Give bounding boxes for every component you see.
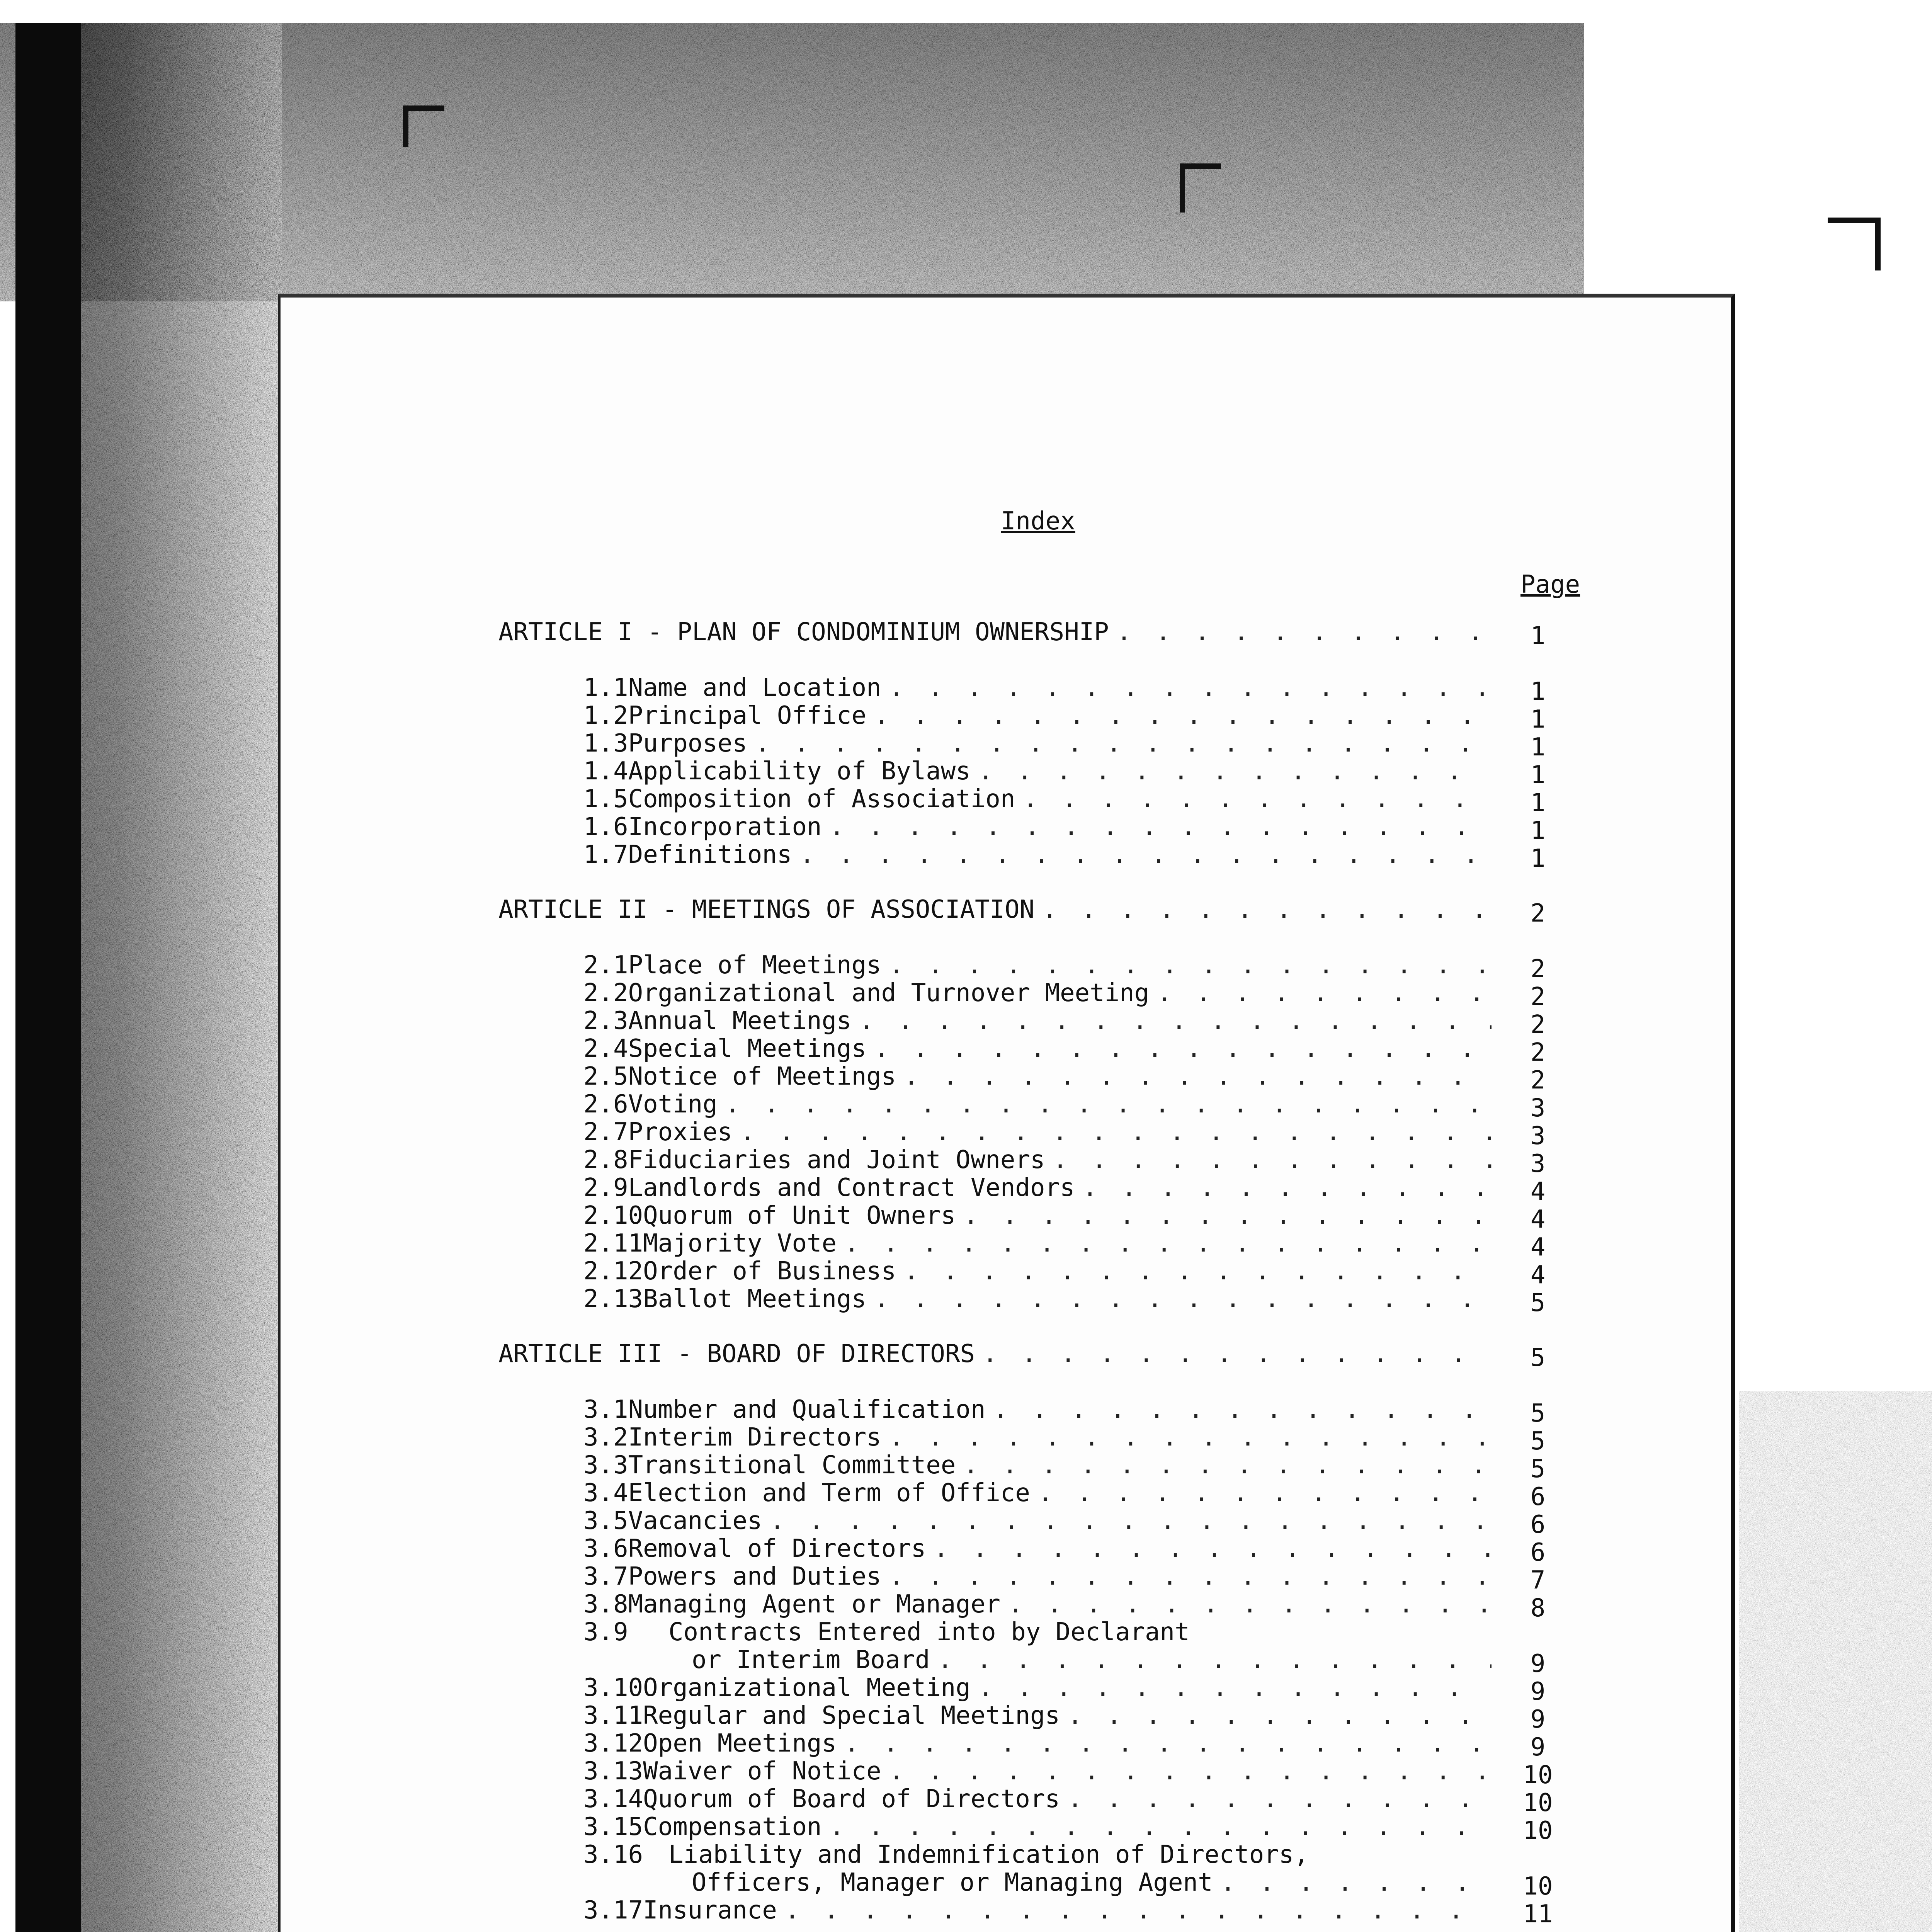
section-number: 3.5 <box>583 1507 628 1535</box>
dot-leader <box>889 1757 1492 1785</box>
section-number: 1.1 <box>583 673 628 702</box>
section-title: Place of Meetings <box>628 951 881 980</box>
section-title: Proxies <box>628 1118 733 1146</box>
toc-section-entry <box>583 1063 1499 1090</box>
section-number: 2.5 <box>583 1062 628 1091</box>
section-title: Number and Qualification <box>628 1395 986 1424</box>
section-title: Quorum of Unit Owners <box>643 1201 956 1230</box>
dot-leader <box>859 1007 1492 1035</box>
article-title: ARTICLE III - BOARD OF DIRECTORS <box>498 1340 975 1368</box>
page-number: 9 <box>1530 1705 1546 1734</box>
page-number: 4 <box>1530 1205 1546 1234</box>
section-number: 2.10 <box>583 1201 643 1230</box>
page-number: 9 <box>1530 1650 1546 1678</box>
section-title: Voting <box>628 1090 718 1119</box>
page-number: 3 <box>1530 1150 1546 1178</box>
toc-section-entry <box>583 1090 1499 1118</box>
article-title: ARTICLE II - MEETINGS OF ASSOCIATION <box>498 895 1035 924</box>
section-number: 3.14 <box>583 1785 643 1813</box>
page-number: 11 <box>1523 1900 1553 1929</box>
dot-leader <box>1068 1702 1492 1730</box>
section-title: Incorporation <box>628 813 822 841</box>
page-number: 3 <box>1530 1094 1546 1122</box>
page-number: 2 <box>1530 1066 1546 1095</box>
page-number: 5 <box>1530 1427 1546 1456</box>
section-title: Election and Term of Office <box>628 1479 1030 1507</box>
section-number: 3.10 <box>583 1673 643 1702</box>
toc-section-entry <box>583 1563 1499 1590</box>
dot-leader <box>874 1285 1492 1313</box>
page-number: 2 <box>1530 1038 1546 1067</box>
toc-section-entry <box>583 951 1499 979</box>
section-number: 3.17 <box>583 1896 643 1925</box>
dot-leader <box>844 1230 1492 1257</box>
section-number: 3.15 <box>583 1813 643 1841</box>
section-number: 3.3 <box>583 1451 628 1480</box>
page-number: 5 <box>1530 1289 1546 1317</box>
section-title: Liability and Indemnification of Directors, <box>668 1840 1309 1869</box>
section-title: Name and Location <box>628 673 881 702</box>
toc-section-entry <box>583 1202 1499 1230</box>
section-number: 1.5 <box>583 785 628 813</box>
dot-leader <box>889 674 1492 702</box>
section-title-continuation <box>692 1869 1499 1896</box>
toc-article-entry <box>498 896 1499 923</box>
toc-section-entry <box>583 1230 1499 1257</box>
page-number: 9 <box>1530 1677 1546 1706</box>
dot-leader <box>770 1507 1492 1535</box>
dot-leader <box>785 1896 1492 1924</box>
toc-section-entry <box>583 1118 1499 1146</box>
page-number: 1 <box>1530 622 1546 650</box>
dot-leader <box>889 1423 1492 1451</box>
page-number: 1 <box>1530 733 1546 762</box>
dot-leader <box>963 1202 1492 1230</box>
page-number: 2 <box>1530 983 1546 1011</box>
toc-section-entry <box>583 674 1499 702</box>
dot-leader <box>755 730 1492 757</box>
page-number: 10 <box>1523 1789 1553 1817</box>
toc-section-entry <box>583 1757 1499 1785</box>
dot-leader <box>1083 1174 1492 1202</box>
section-number: 3.16 <box>583 1840 643 1869</box>
toc-section-entry <box>583 1423 1499 1451</box>
toc-section-entry <box>583 785 1499 813</box>
toc-article-entry <box>498 1340 1499 1368</box>
page-number: 8 <box>1530 1594 1546 1622</box>
section-number: 3.12 <box>583 1729 643 1758</box>
toc-section-entry <box>583 979 1499 1007</box>
toc-section-entry <box>583 1007 1499 1035</box>
dot-leader <box>1038 1479 1492 1507</box>
page-number: 5 <box>1530 1455 1546 1483</box>
section-title: Purposes <box>628 729 747 758</box>
page-number: 2 <box>1530 955 1546 983</box>
section-title-cont-text: or Interim Board <box>692 1646 930 1674</box>
section-title: Vacancies <box>628 1507 762 1535</box>
dot-leader <box>874 702 1492 730</box>
section-number: 2.6 <box>583 1090 628 1119</box>
page-column-heading: Page <box>1520 570 1580 599</box>
dot-leader <box>830 813 1492 841</box>
toc-section-entry <box>583 1702 1499 1730</box>
crop-mark-top-right <box>1824 216 1882 274</box>
section-title: Composition of Association <box>628 785 1015 813</box>
page-number: 10 <box>1523 1872 1553 1901</box>
dot-leader <box>874 1035 1492 1063</box>
page-number: 6 <box>1530 1538 1546 1567</box>
section-number: 2.9 <box>583 1173 628 1202</box>
section-number: 3.1 <box>583 1395 628 1424</box>
section-number: 1.6 <box>583 813 628 841</box>
index-title: Index <box>1001 507 1075 536</box>
dot-leader <box>934 1535 1492 1563</box>
page-number: 2 <box>1530 899 1546 928</box>
section-number: 3.13 <box>583 1757 643 1786</box>
article-title: ARTICLE I - PLAN OF CONDOMINIUM OWNERSHIP <box>498 618 1109 646</box>
page-number: 1 <box>1530 844 1546 873</box>
dot-leader <box>740 1118 1492 1146</box>
dot-leader <box>889 951 1492 979</box>
section-title: Transitional Committee <box>628 1451 956 1480</box>
section-title: Landlords and Contract Vendors <box>628 1173 1075 1202</box>
toc-section-entry <box>583 1813 1499 1841</box>
section-title: Waiver of Notice <box>643 1757 881 1786</box>
page-number: 4 <box>1530 1261 1546 1289</box>
dot-leader <box>978 757 1492 785</box>
dot-leader <box>830 1813 1492 1841</box>
section-number: 2.1 <box>583 951 628 980</box>
section-title: Quorum of Board of Directors <box>643 1785 1060 1813</box>
section-number: 3.6 <box>583 1534 628 1563</box>
page-number: 4 <box>1530 1233 1546 1262</box>
toc-section-entry <box>583 1285 1499 1313</box>
section-number: 2.4 <box>583 1034 628 1063</box>
dot-leader <box>904 1063 1492 1090</box>
page-number: 10 <box>1523 1816 1553 1845</box>
toc-section-entry <box>583 1674 1499 1702</box>
section-title: Ballot Meetings <box>643 1285 867 1313</box>
toc-section-entry <box>583 813 1499 841</box>
section-number: 3.4 <box>583 1479 628 1507</box>
section-title: Insurance <box>643 1896 777 1925</box>
section-number: 1.4 <box>583 757 628 786</box>
toc-section-entry <box>583 1257 1499 1285</box>
toc-section-entry <box>583 1590 1499 1618</box>
crop-mark-top-center <box>1179 162 1225 216</box>
section-number: 2.8 <box>583 1146 628 1174</box>
section-number: 3.2 <box>583 1423 628 1452</box>
section-title: Fiduciaries and Joint Owners <box>628 1146 1045 1174</box>
toc-section-entry <box>583 1035 1499 1063</box>
section-title: Principal Office <box>628 701 867 730</box>
section-number: 2.3 <box>583 1007 628 1035</box>
page-number: 9 <box>1530 1733 1546 1762</box>
dot-leader <box>978 1674 1492 1702</box>
toc-article-entry <box>498 618 1499 646</box>
page-number: 3 <box>1530 1122 1546 1150</box>
crop-mark-top-left <box>402 104 448 151</box>
section-number: 2.7 <box>583 1118 628 1146</box>
section-title-continuation <box>692 1646 1499 1674</box>
section-title: Powers and Duties <box>628 1562 881 1591</box>
section-title: Regular and Special Meetings <box>643 1701 1060 1730</box>
page-number: 1 <box>1530 705 1546 734</box>
toc-section-entry <box>583 841 1499 869</box>
dot-leader <box>963 1451 1492 1479</box>
page-number: 1 <box>1530 761 1546 789</box>
toc-section-entry <box>583 1479 1499 1507</box>
section-number: 1.3 <box>583 729 628 758</box>
page-number: 4 <box>1530 1177 1546 1206</box>
dot-leader <box>889 1563 1492 1590</box>
dot-leader <box>993 1396 1492 1423</box>
toc-section-entry <box>583 1896 1499 1924</box>
dot-leader <box>725 1090 1492 1118</box>
toc-section-entry <box>583 702 1499 730</box>
toc-section-entry <box>583 1146 1499 1174</box>
toc-section-entry <box>583 730 1499 757</box>
dot-leader <box>1068 1785 1492 1813</box>
toc-section-entry <box>583 1396 1499 1423</box>
page-number: 10 <box>1523 1761 1553 1789</box>
toc-section-entry <box>583 1451 1499 1479</box>
section-number: 2.12 <box>583 1257 643 1286</box>
section-number: 2.2 <box>583 979 628 1007</box>
section-title: Order of Business <box>643 1257 896 1286</box>
section-title: Majority Vote <box>643 1229 837 1258</box>
section-title: Organizational and Turnover Meeting <box>628 979 1150 1007</box>
page-number: 7 <box>1530 1566 1546 1595</box>
dot-leader <box>1053 1146 1492 1174</box>
section-title: Notice of Meetings <box>628 1062 896 1091</box>
section-number: 1.7 <box>583 840 628 869</box>
section-title: Open Meetings <box>643 1729 837 1758</box>
toc-section-entry <box>583 757 1499 785</box>
dot-leader <box>1042 896 1492 923</box>
dot-leader <box>844 1730 1492 1757</box>
dot-leader <box>904 1257 1492 1285</box>
section-title: Contracts Entered into by Declarant <box>668 1618 1190 1646</box>
toc-section-entry <box>583 1174 1499 1202</box>
section-title: Special Meetings <box>628 1034 867 1063</box>
section-number: 3.7 <box>583 1562 628 1591</box>
dot-leader <box>1023 785 1492 813</box>
section-number: 3.11 <box>583 1701 643 1730</box>
dot-leader <box>1157 979 1492 1007</box>
page-number: 1 <box>1530 789 1546 817</box>
dot-leader <box>799 841 1492 869</box>
page-number: 1 <box>1530 816 1546 845</box>
toc-section-entry <box>583 1841 1499 1869</box>
dot-leader <box>1221 1869 1492 1896</box>
section-title-cont-text: Officers, Manager or Managing Agent <box>692 1868 1213 1897</box>
page-number: 6 <box>1530 1510 1546 1539</box>
section-title: Annual Meetings <box>628 1007 852 1035</box>
section-title: Applicability of Bylaws <box>628 757 971 786</box>
section-title: Managing Agent or Manager <box>628 1590 1000 1619</box>
section-title: Compensation <box>643 1813 822 1841</box>
toc-section-entry <box>583 1730 1499 1757</box>
section-number: 1.2 <box>583 701 628 730</box>
dot-leader <box>938 1646 1492 1674</box>
section-title: Removal of Directors <box>628 1534 926 1563</box>
section-number: 3.8 <box>583 1590 628 1619</box>
section-number: 2.11 <box>583 1229 643 1258</box>
page-number: 5 <box>1530 1399 1546 1428</box>
toc-section-entry <box>583 1507 1499 1535</box>
dot-leader <box>1008 1590 1492 1618</box>
section-title: Interim Directors <box>628 1423 881 1452</box>
dot-leader <box>983 1340 1492 1368</box>
page-number: 6 <box>1530 1483 1546 1511</box>
toc-section-entry <box>583 1785 1499 1813</box>
section-number: 2.13 <box>583 1285 643 1313</box>
toc-section-entry <box>583 1535 1499 1563</box>
toc-section-entry <box>583 1618 1499 1646</box>
section-title: Organizational Meeting <box>643 1673 971 1702</box>
section-title: Definitions <box>628 840 792 869</box>
dot-leader <box>1117 618 1492 646</box>
page-number: 5 <box>1530 1344 1546 1372</box>
section-number: 3.9 <box>583 1618 628 1646</box>
page-number: 2 <box>1530 1010 1546 1039</box>
page-number: 1 <box>1530 677 1546 706</box>
